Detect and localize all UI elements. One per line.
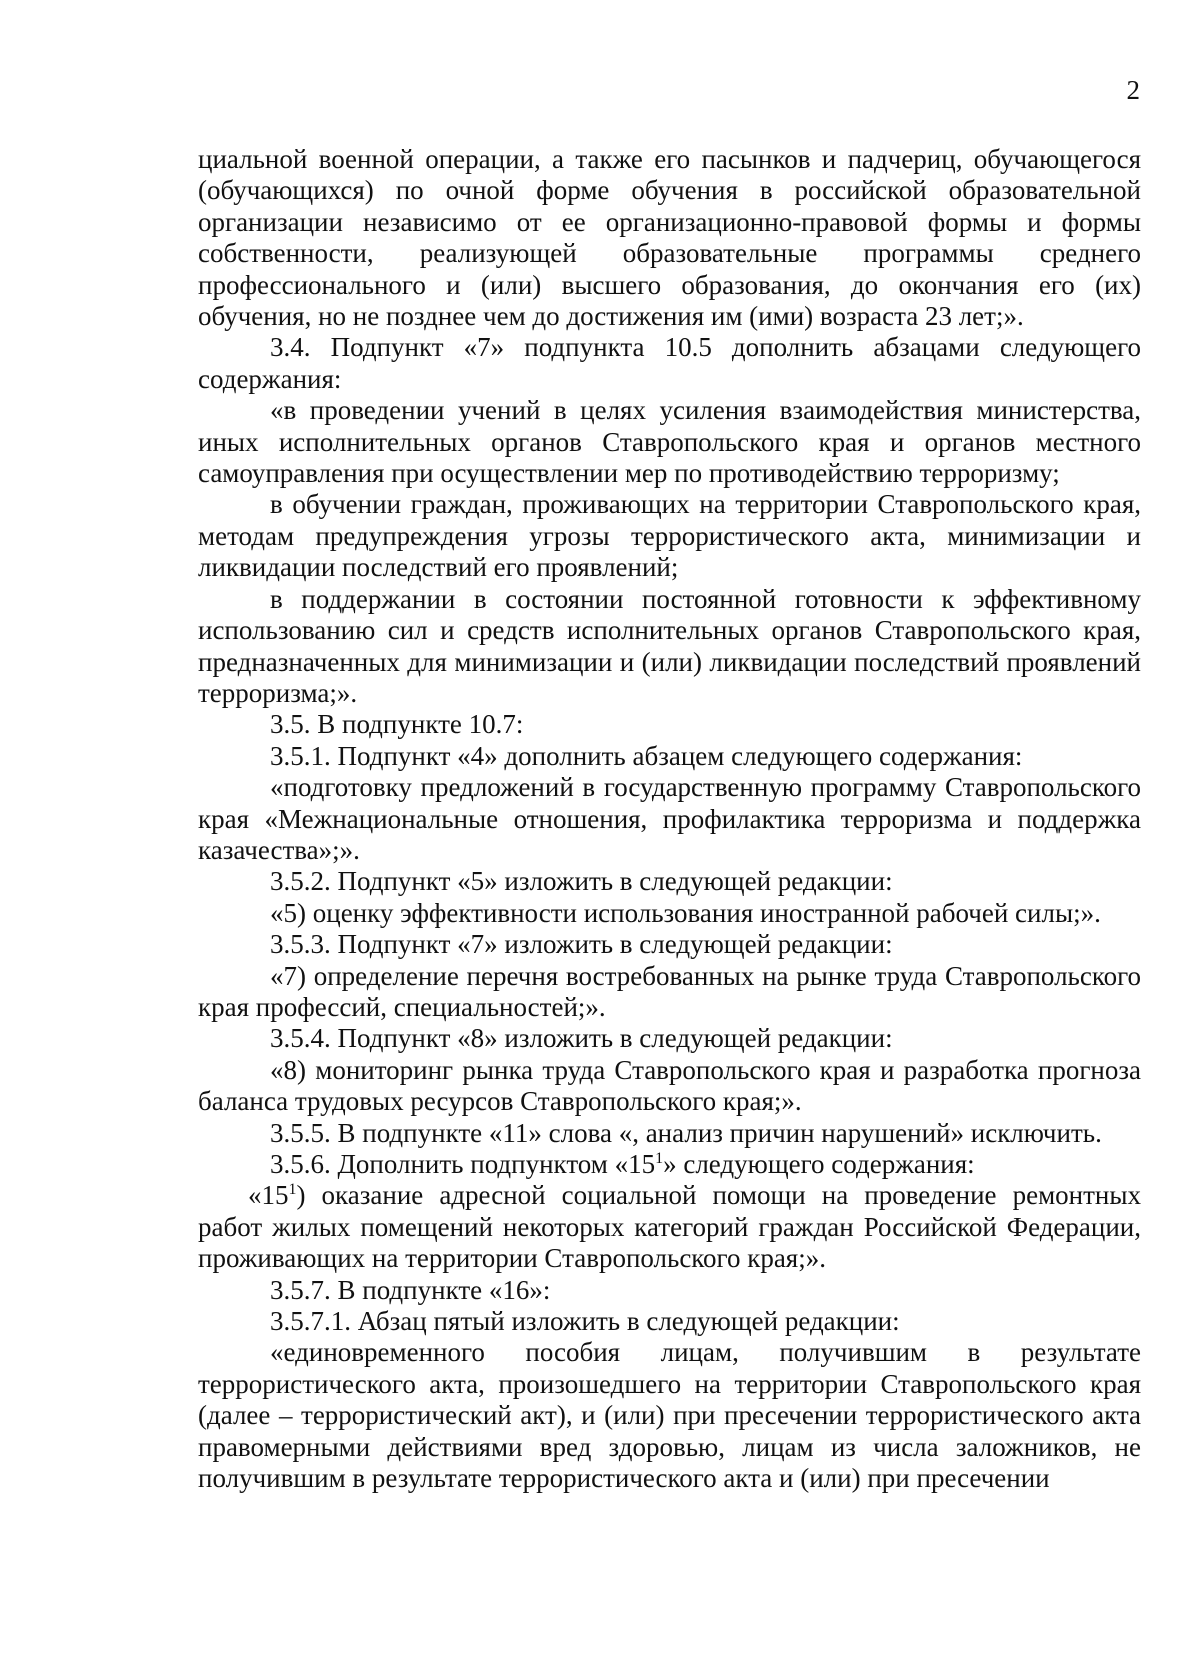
paragraph: в поддержании в состоянии постоянной готовности к эффективному использованию сил и средств исполнительных органов Ставропольского края, предназначенных для минимизации и (или) ликвидации последствий проявлений терроризма;». bbox=[198, 583, 1141, 708]
paragraph-text: ) оказание адресной социальной помощи на проведение ремонтных работ жилых помещений некоторых категорий граждан Российской Федерации, проживающих на территории Ставропольского края;». bbox=[198, 1180, 1141, 1274]
paragraph: «7) определение перечня востребованных на рынке труда Ставропольского края профессий, специальностей;». bbox=[198, 960, 1141, 1022]
paragraph: циальной военной операции, а также его пасынков и падчериц, обучающегося (обучающихся) по очной форме обучения в российской образовательной организации независимо от ее организационно-правовой формы и формы собственности, реализующей образовательные программы среднего профессионального и (или) высшего образования, до окончания его (их) обучения, но не позднее чем до достижения им (ими) возраста 23 лет;». bbox=[198, 144, 1141, 332]
paragraph bbox=[198, 1149, 1141, 1180]
paragraph: «единовременного пособия лицам, получившим в результате террористического акта, произошедшего на территории Ставропольского края (далее – террористический акт), и (или) при пресечении террористического акта правомерными действиями вред здоровью, лицам из числа заложников, не получившим в результате террористического акта и (или) при пресечении bbox=[198, 1337, 1141, 1494]
paragraph: 3.4. Подпункт «7» подпункта 10.5 дополнить абзацами следующего содержания: bbox=[198, 332, 1141, 394]
paragraph: в обучении граждан, проживающих на территории Ставропольского края, методам предупреждения угрозы террористического акта, минимизации и ликвидации последствий его проявлений; bbox=[198, 489, 1141, 583]
paragraph: «5) оценку эффективности использования иностранной рабочей силы;». bbox=[270, 897, 1101, 928]
paragraph-text: «15 bbox=[248, 1180, 289, 1211]
paragraph bbox=[198, 1180, 1141, 1274]
page-number: 2 bbox=[1126, 75, 1140, 105]
paragraph-text: » следующего содержания: bbox=[663, 1149, 975, 1179]
paragraph: 3.5.1. Подпункт «4» дополнить абзацем следующего содержания: bbox=[270, 740, 1023, 771]
paragraph: «в проведении учений в целях усиления взаимодействия министерства, иных исполнительных органов Ставропольского края и органов местного самоуправления при осуществлении мер по противодействию терроризму; bbox=[198, 395, 1141, 489]
paragraph: 3.5.7. В подпункте «16»: bbox=[270, 1274, 551, 1305]
paragraph: 3.5.4. Подпункт «8» изложить в следующей редакции: bbox=[270, 1023, 893, 1054]
paragraph-text: 3.5.6. Дополнить подпунктом «15 bbox=[270, 1149, 656, 1179]
superscript: 1 bbox=[288, 1181, 297, 1199]
paragraph: 3.5.7.1. Абзац пятый изложить в следующей редакции: bbox=[270, 1306, 900, 1337]
paragraph: 3.5.3. Подпункт «7» изложить в следующей редакции: bbox=[270, 929, 893, 960]
superscript: 1 bbox=[655, 1150, 664, 1167]
paragraph: 3.5. В подпункте 10.7: bbox=[270, 709, 524, 740]
paragraph: «подготовку предложений в государственную программу Ставропольского края «Межнациональные отношения, профилактика терроризма и поддержка казачества»;». bbox=[198, 772, 1141, 865]
paragraph: «8) мониторинг рынка труда Ставропольского края и разработка прогноза баланса трудовых ресурсов Ставропольского края;». bbox=[198, 1054, 1141, 1117]
body-text bbox=[198, 144, 1141, 1494]
paragraph: 3.5.5. В подпункте «11» слова «, анализ причин нарушений» исключить. bbox=[270, 1117, 1102, 1148]
paragraph: 3.5.2. Подпункт «5» изложить в следующей редакции: bbox=[270, 866, 893, 897]
